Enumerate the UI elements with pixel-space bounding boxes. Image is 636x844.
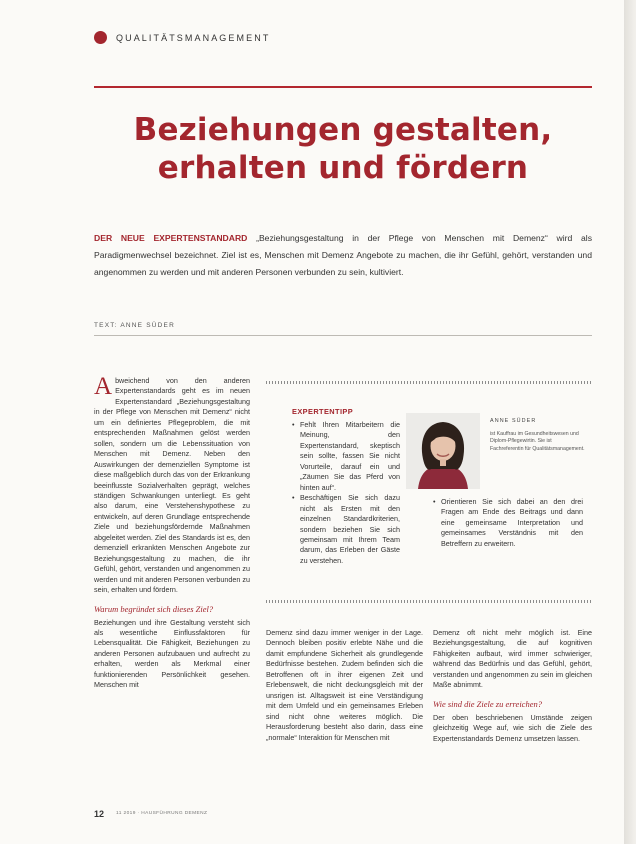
- tip-item: • Fehlt Ihren Mitarbeitern die Meinung, den Expertenstandard, skeptisch sein sollte, fassen Sie nicht Vorurteile, darauf ein und „Zäumen Sie das Pferd von hinten auf“.: [292, 420, 400, 493]
- tip-box-title: EXPERTENTIPP: [292, 407, 354, 416]
- section-marker-icon: [94, 31, 107, 44]
- tip-list: [292, 420, 400, 566]
- subheading: Warum begründet sich dieses Ziel?: [94, 603, 214, 614]
- lead-text: „Beziehungsgestaltung in der Pflege von Menschen mit Demenz“ wird als Paradigmenwechsel bezeichnet. Ziel ist es, Menschen mit Demenz Angebote zu machen, die ihr Gefühl, gehört, verstanden und angenommen zu werden und mit anderen Personen verbunden zu sein, kultiviert.: [94, 233, 592, 277]
- page-edge-shadow: [624, 0, 636, 844]
- body-column-2: [266, 628, 423, 743]
- subheading: Wie sind die Ziele zu erreichen?: [433, 698, 542, 709]
- tip-item: • Orientieren Sie sich dabei an den drei Fragen am Ende des Beitrags und dann eine gemeinsame Interpretation und gemeinsames Verständnis mit den Betreffern zu erweitern.: [433, 497, 583, 549]
- body-paragraph: bweichend von den anderen Expertenstandards geht es im neuen Expertenstandard „Beziehungsgestaltung in der Pflege von Menschen mit Demenz“ nicht um ein definiertes Pflegeproblem, die mit entsprechenden Maßnahmen gelöst werden sollen, sondern um die Lebenssituation von Menschen mit Demenz. Neben den Auswirkungen der demenziellen Symptome ist diese maßgeblich durch das von der Erkrankung beeinflusste Sozialverhalten geprägt, welches ständigen Schwankungen unterliegt. Es geht also darum, eine Verstehenshypothese zu entwickeln, auf deren Grundlage entsprechende Ziele und beziehungsfördernde Maßnahmen abgeleitet werden. Ziel des Standards ist es, den demenziell erkrankten Menschen Angebote zur Beziehungsgestaltung zu machen, die ihr Gefühl, gehört, verstanden und angenommen zu werden und mit anderen Personen verbunden zu sein, erhalten und fördern.: [94, 376, 250, 595]
- body-column-3: [433, 628, 592, 744]
- section-label: QUALITÄTSMANAGEMENT: [116, 32, 271, 43]
- body-paragraph: Demenz sind dazu immer weniger in der Lage. Dennoch bleiben positiv erlebte Nähe und die damit empfundene Sicherheit als grundlegende Bedürfnisse bestehen. Zudem befinden sich die Betroffenen oft in ihrer eigenen Zeit und Erlebenswelt, die nicht deckungsgleich mit der unsrigen ist. Alltagsweit ist eine Verständigung mit dem Umfeld und ein gemeinsames Erleben sind nicht ohne weiteres möglich. Die Herausforderung besteht also darin, dass eine „normale“ Interaktion für Menschen mit: [266, 628, 423, 742]
- byline-rule: [94, 335, 592, 336]
- section-header: [94, 31, 270, 44]
- headline-line-1: Beziehungen gestalten,: [133, 112, 553, 148]
- headline: [94, 111, 592, 187]
- portrait-name: ANNE SÜDER: [490, 418, 537, 424]
- header-rule: [94, 86, 592, 88]
- body-paragraph: Der oben beschriebenen Umstände zeigen gleichzeitig Wege auf, wie sich die Ziele des Expertenstandards Demenz umsetzen lassen.: [433, 712, 592, 743]
- drop-cap: A: [94, 373, 113, 400]
- author-byline: TEXT: ANNE SÜDER: [94, 322, 175, 329]
- body-column-1: [94, 373, 250, 691]
- portrait-image: [406, 413, 480, 489]
- lead-paragraph: [94, 230, 592, 280]
- tip-box-bottom-rule: [266, 600, 592, 603]
- portrait-caption: ist Kauffrau im Gesundheitswesen und Diplom-Pflegewirtin. Sie ist Fachreferentin für Qualitätsmanagement.: [490, 431, 585, 452]
- page-number: 12: [94, 809, 105, 819]
- body-paragraph: Beziehungen und ihre Gestaltung versteht sich als wesentliche Einflussfaktoren für Lebensqualität. Die Fähigkeit, Beziehungen zu anderen Personen aufzubauen und aufrecht zu erhalten, werden als Merkmal einer funktionierenden Persönlichkeit gesehen. Menschen mit: [94, 617, 250, 690]
- tip-item: • Beschäftigen Sie sich dazu nicht als Ersten mit den einzelnen Standardkriterien, sondern beziehen Sie sich gemeinsam mit Ihrem Team darum, das Erleben der Gäste zu verstehen.: [292, 493, 400, 566]
- author-portrait: [406, 413, 480, 489]
- lead-kicker: DER NEUE EXPERTENSTANDARD: [94, 233, 248, 243]
- tip-box-top-rule: [266, 381, 592, 384]
- body-paragraph: Demenz oft nicht mehr möglich ist. Eine Beziehungsgestaltung, die auf kognitiven Fähigkeiten aufbaut, wird immer schwieriger, während das Bedürfnis und das Gefühl, gehört, verstanden und angenommen zu sein im gleichen Maße abnimmt.: [433, 628, 592, 690]
- footer-text: 11 2019 · HAUSFÜHRUNG DEMENZ: [116, 811, 208, 816]
- headline-line-2: erhalten und fördern: [157, 150, 529, 186]
